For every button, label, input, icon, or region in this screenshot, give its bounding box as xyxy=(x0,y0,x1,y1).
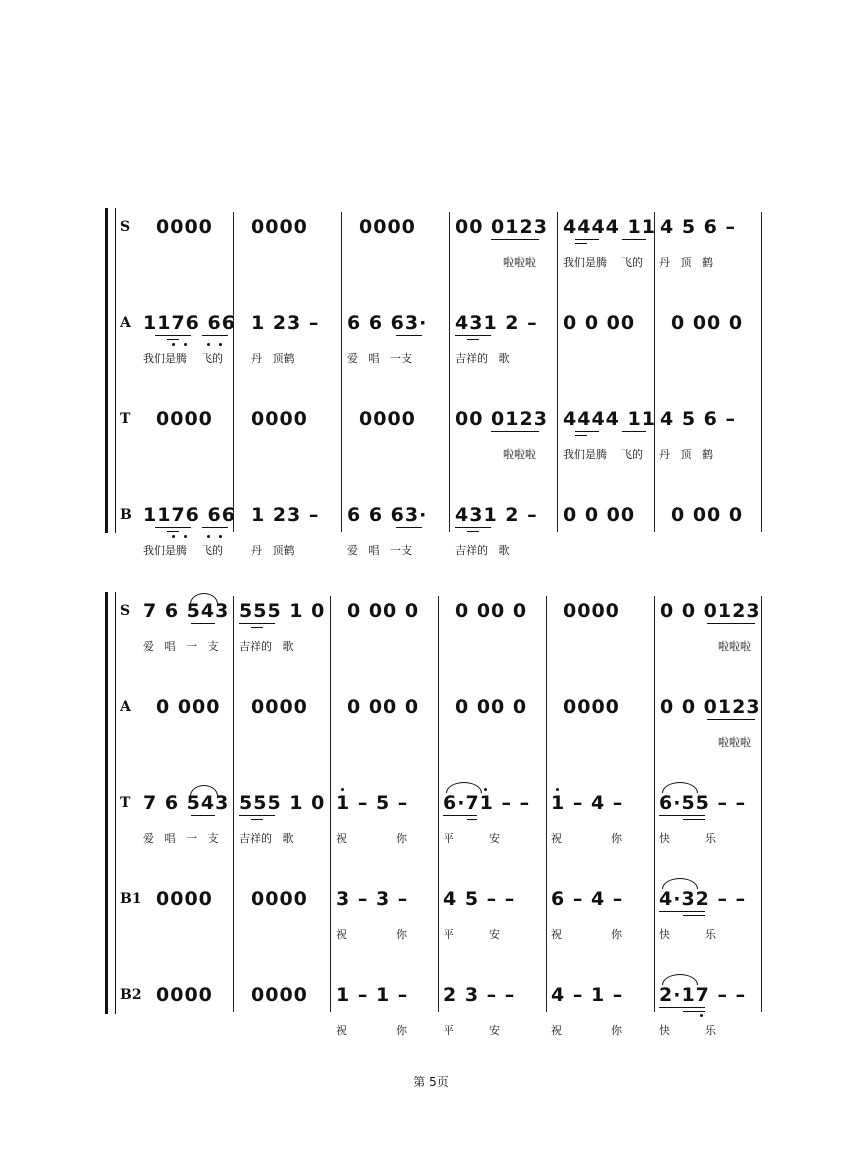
measure: 6 6 63· xyxy=(347,504,428,526)
page-number: 第 5页 xyxy=(413,1075,449,1089)
measure: 555 1 0 xyxy=(239,792,326,814)
beam-underline xyxy=(575,435,587,436)
part-label: B2 xyxy=(120,987,142,1003)
beam-underline xyxy=(251,819,263,820)
beam-underline xyxy=(396,527,422,528)
measure: 0000 xyxy=(156,984,213,1006)
octave-dot xyxy=(207,343,210,346)
beam-underline xyxy=(683,819,705,820)
system-2-bracket xyxy=(105,592,108,1014)
beam-underline xyxy=(575,243,587,244)
measure: 2 3 – – xyxy=(443,984,516,1006)
lyric: 祝 你 xyxy=(551,928,622,941)
lyric: 丹 顶鹤 xyxy=(251,352,295,365)
measure: 4444 11 xyxy=(563,408,656,430)
beam-underline xyxy=(622,239,646,240)
lyric: 祝 你 xyxy=(551,1024,622,1037)
barline xyxy=(761,596,762,1012)
measure: 0 00 0 xyxy=(671,504,744,526)
lyric: 平 安 xyxy=(443,832,500,845)
beam-underline xyxy=(396,335,422,336)
lyric: 吉祥的 歌 xyxy=(239,640,294,653)
beam-underline xyxy=(155,527,191,528)
beam-underline xyxy=(191,815,215,816)
beam-underline xyxy=(659,1007,705,1008)
measure: 7 6 543 xyxy=(143,792,230,814)
part-label: B1 xyxy=(120,891,142,907)
lyric: 吉祥的 歌 xyxy=(455,352,510,365)
measure: 6·71 – – xyxy=(443,792,531,814)
lyric: 快 乐 xyxy=(659,1024,716,1037)
octave-dot xyxy=(219,535,222,538)
lyric: 祝 你 xyxy=(336,832,407,845)
part-label: A xyxy=(120,315,131,331)
beam-underline xyxy=(155,335,191,336)
beam-underline xyxy=(491,239,539,240)
slur xyxy=(662,782,698,793)
lyric: 我们是腾 飞的 xyxy=(563,448,643,461)
barline xyxy=(449,212,450,532)
part-label: S xyxy=(120,219,131,235)
measure: 0000 xyxy=(251,696,308,718)
beam-underline xyxy=(251,627,263,628)
measure: 0000 xyxy=(563,600,620,622)
measure: 4 – 1 – xyxy=(551,984,624,1006)
measure: 1 23 – xyxy=(251,504,320,526)
measure: 6 6 63· xyxy=(347,312,428,334)
barline xyxy=(761,212,762,532)
measure: 0 00 0 xyxy=(455,696,528,718)
barline xyxy=(654,212,655,532)
measure: 1 – 5 – xyxy=(336,792,409,814)
part-label: S xyxy=(120,603,131,619)
part-label: T xyxy=(120,795,131,811)
measure: 0000 xyxy=(156,216,213,238)
beam-underline xyxy=(683,1011,705,1012)
octave-dot xyxy=(207,535,210,538)
measure: 4 5 – – xyxy=(443,888,516,910)
measure: 2·17 – – xyxy=(659,984,747,1006)
lyric: 啦啦啦 xyxy=(718,736,751,749)
slur xyxy=(190,593,218,604)
barline xyxy=(438,596,439,1012)
measure: 0000 xyxy=(359,408,416,430)
barline xyxy=(330,596,331,1012)
lyric: 快 乐 xyxy=(659,832,716,845)
lyric: 爱 唱 一支 xyxy=(347,352,412,365)
lyric: 我们是腾 飞的 xyxy=(143,544,223,557)
high-octave-dot xyxy=(556,788,559,791)
lyric: 平 安 xyxy=(443,1024,500,1037)
barline xyxy=(654,596,655,1012)
lyric: 吉祥的 歌 xyxy=(455,544,510,557)
barline xyxy=(341,212,342,532)
lyric: 我们是腾 飞的 xyxy=(563,256,643,269)
measure: 0 0 0123 xyxy=(660,600,761,622)
octave-dot xyxy=(172,535,175,538)
lyric: 丹 顶 鹤 xyxy=(659,256,713,269)
lyric: 丹 顶 鹤 xyxy=(659,448,713,461)
beam-underline xyxy=(455,527,491,528)
beam-underline xyxy=(239,815,275,816)
part-label: T xyxy=(120,411,131,427)
measure: 1 23 – xyxy=(251,312,320,334)
measure: 0000 xyxy=(251,216,308,238)
beam-underline xyxy=(455,335,491,336)
slur xyxy=(662,974,698,985)
measure: 431 2 – xyxy=(455,312,538,334)
measure: 1176 66 xyxy=(143,312,236,334)
measure: 1 – 1 – xyxy=(336,984,409,1006)
measure: 0000 xyxy=(251,984,308,1006)
beam-underline xyxy=(622,431,646,432)
lyric: 爱 唱 一支 xyxy=(347,544,412,557)
lyric: 祝 你 xyxy=(336,928,407,941)
beam-underline xyxy=(467,819,477,820)
beam-underline xyxy=(167,531,179,532)
barline xyxy=(546,596,547,1012)
measure: 4444 11 xyxy=(563,216,656,238)
slur xyxy=(190,785,218,796)
beam-underline xyxy=(467,339,479,340)
beam-underline xyxy=(659,815,705,816)
measure: 0000 xyxy=(251,888,308,910)
beam-underline xyxy=(659,911,705,912)
measure: 0000 xyxy=(156,888,213,910)
lyric: 祝 你 xyxy=(551,832,622,845)
slur xyxy=(446,782,482,793)
beam-underline xyxy=(239,623,275,624)
beam-underline xyxy=(202,335,228,336)
measure: 6·55 – – xyxy=(659,792,747,814)
system-1-bracket xyxy=(105,208,108,533)
measure: 0000 xyxy=(251,408,308,430)
measure: 7 6 543 xyxy=(143,600,230,622)
lyric: 平 安 xyxy=(443,928,500,941)
beam-underline xyxy=(707,719,755,720)
slur xyxy=(662,878,698,889)
beam-underline xyxy=(443,815,477,816)
measure: 0 00 0 xyxy=(347,600,420,622)
measure: 0 0 00 xyxy=(563,312,636,334)
lyric: 丹 顶鹤 xyxy=(251,544,295,557)
measure: 6 – 4 – xyxy=(551,888,624,910)
beam-underline xyxy=(202,527,228,528)
beam-underline xyxy=(491,431,539,432)
measure: 0 0 00 xyxy=(563,504,636,526)
system-2-bracket-inner xyxy=(115,592,116,1014)
beam-underline xyxy=(575,239,599,240)
measure: 1176 66 xyxy=(143,504,236,526)
beam-underline xyxy=(191,623,215,624)
measure: 555 1 0 xyxy=(239,600,326,622)
lyric: 吉祥的 歌 xyxy=(239,832,294,845)
beam-underline xyxy=(167,339,179,340)
measure: 431 2 – xyxy=(455,504,538,526)
measure: 4·32 – – xyxy=(659,888,747,910)
measure: 0 0 0123 xyxy=(660,696,761,718)
high-octave-dot xyxy=(341,788,344,791)
system-1-bracket-inner xyxy=(115,208,116,533)
lyric: 啦啦啦 xyxy=(503,448,536,461)
octave-dot xyxy=(172,343,175,346)
measure: 00 0123 xyxy=(455,216,548,238)
lyric: 爱 唱 一 支 xyxy=(143,832,219,845)
barline xyxy=(233,212,234,532)
part-label: B xyxy=(120,507,132,523)
lyric: 爱 唱 一 支 xyxy=(143,640,219,653)
lyric: 我们是腾 飞的 xyxy=(143,352,223,365)
measure: 3 – 3 – xyxy=(336,888,409,910)
octave-dot xyxy=(184,535,187,538)
measure: 0000 xyxy=(563,696,620,718)
lyric: 啦啦啦 xyxy=(718,640,751,653)
measure: 0 00 0 xyxy=(671,312,744,334)
measure: 0 000 xyxy=(156,696,221,718)
beam-underline xyxy=(707,623,755,624)
lyric: 快 乐 xyxy=(659,928,716,941)
measure: 1 – 4 – xyxy=(551,792,624,814)
octave-dot xyxy=(219,343,222,346)
lyric: 祝 你 xyxy=(336,1024,407,1037)
lyric: 啦啦啦 xyxy=(503,256,536,269)
barline xyxy=(557,212,558,532)
measure: 4 5 6 – xyxy=(660,216,737,238)
octave-dot xyxy=(700,1014,703,1017)
beam-underline xyxy=(575,431,599,432)
measure: 4 5 6 – xyxy=(660,408,737,430)
measure: 0 00 0 xyxy=(455,600,528,622)
part-label: A xyxy=(120,699,131,715)
measure: 0 00 0 xyxy=(347,696,420,718)
measure: 0000 xyxy=(359,216,416,238)
octave-dot xyxy=(184,343,187,346)
beam-underline xyxy=(467,531,479,532)
measure: 00 0123 xyxy=(455,408,548,430)
measure: 0000 xyxy=(156,408,213,430)
barline xyxy=(233,596,234,1012)
high-octave-dot xyxy=(484,788,487,791)
beam-underline xyxy=(683,915,705,916)
